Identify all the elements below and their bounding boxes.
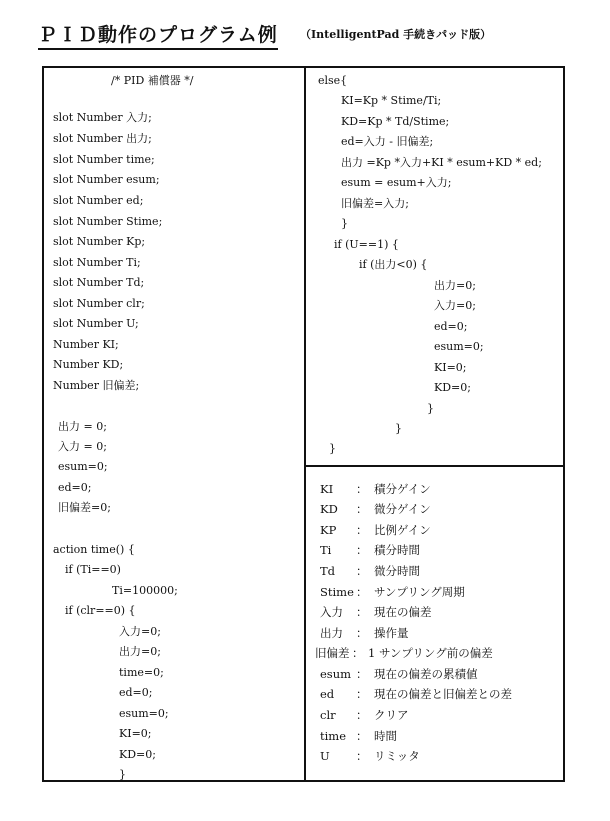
header xyxy=(38,18,598,48)
code-line: if (Ti==0) xyxy=(65,563,121,576)
legend-description: 積分時間 xyxy=(374,543,420,557)
code-line: slot Number U; xyxy=(53,317,139,330)
code-line: 出力=0; xyxy=(119,645,161,658)
code-line: 入力=0; xyxy=(119,625,161,638)
legend-term: Ti xyxy=(320,543,332,557)
legend-colon: ： xyxy=(356,667,368,681)
page-subtitle: （IntelligentPad 手続きパッド版） xyxy=(300,28,492,41)
code-line: KD=Kp * Td/Stime; xyxy=(341,115,450,128)
code-line: Ti=100000; xyxy=(112,584,178,597)
code-line: esum=0; xyxy=(58,460,108,473)
code-line: slot Number Ti; xyxy=(53,256,141,269)
code-line: } xyxy=(341,217,348,230)
code-line: esum=0; xyxy=(434,340,484,353)
code-line: slot Number ed; xyxy=(53,194,144,207)
legend-description: クリア xyxy=(374,708,409,722)
legend-term: ed xyxy=(320,687,335,701)
code-line: 旧偏差=入力; xyxy=(341,197,409,210)
code-line: ed=入力 - 旧偏差; xyxy=(341,135,434,148)
code-line: KI=Kp * Stime/Ti; xyxy=(341,94,442,107)
code-line: 出力=0; xyxy=(434,279,476,292)
legend-colon: ： xyxy=(356,626,368,640)
legend-term: U xyxy=(320,749,330,763)
code-line: 入力=0; xyxy=(434,299,476,312)
legend-description: 微分ゲイン xyxy=(374,502,431,516)
code-line: time=0; xyxy=(119,666,164,679)
legend-colon: ： xyxy=(356,564,368,578)
page-title: ＰＩＤ動作のプログラム例 xyxy=(38,20,278,50)
legend-colon: ： xyxy=(356,729,368,743)
code-line: else{ xyxy=(318,74,348,87)
code-line: 出力 =Kp *入力+KI * esum+KD * ed; xyxy=(341,156,542,169)
legend-divider xyxy=(305,465,565,467)
code-line: esum=0; xyxy=(119,707,169,720)
legend-term: 出力 xyxy=(320,626,343,640)
code-line: Number KI; xyxy=(53,338,119,351)
code-line: slot Number Kp; xyxy=(53,235,146,248)
code-line: if (U==1) { xyxy=(334,238,399,251)
legend-term: esum xyxy=(320,667,352,681)
legend-term: 入力 xyxy=(320,605,343,619)
legend-description: 比例ゲイン xyxy=(374,523,431,537)
legend-description: 現在の偏差 xyxy=(374,605,432,619)
code-line: KI=0; xyxy=(434,361,467,374)
legend-colon: ： xyxy=(356,502,368,516)
legend-term: clr xyxy=(320,708,336,722)
code-line: } xyxy=(395,422,402,435)
code-line: if (出力<0) { xyxy=(359,258,428,271)
code-line: 入力 = 0; xyxy=(58,440,107,453)
code-line: slot Number Stime; xyxy=(53,215,163,228)
code-line: slot Number clr; xyxy=(53,297,145,310)
column-divider xyxy=(304,66,306,782)
code-line: action time() { xyxy=(53,543,135,556)
code-line: Number 旧偏差; xyxy=(53,379,140,392)
legend-term: Td xyxy=(320,564,336,578)
code-line: ed=0; xyxy=(58,481,92,494)
legend-term: time xyxy=(320,729,347,743)
code-line: slot Number 入力; xyxy=(53,111,152,124)
code-line: } xyxy=(427,402,434,415)
legend-colon: ： xyxy=(356,482,368,496)
code-line: 旧偏差=0; xyxy=(58,501,111,514)
code-line: slot Number time; xyxy=(53,153,155,166)
legend-term: KD xyxy=(320,502,338,516)
legend-colon: ： xyxy=(352,646,364,660)
legend-colon: ： xyxy=(356,585,368,599)
legend-description: 操作量 xyxy=(374,626,409,640)
code-line: esum = esum+入力; xyxy=(341,176,452,189)
code-line: Number KD; xyxy=(53,358,124,371)
legend-colon: ： xyxy=(356,749,368,763)
code-line: } xyxy=(329,442,336,455)
legend-description: 時間 xyxy=(374,729,397,743)
code-line: KD=0; xyxy=(434,381,471,394)
legend-term: 旧偏差 xyxy=(315,646,350,660)
legend-term: KI xyxy=(320,482,334,496)
code-line: 出力 = 0; xyxy=(58,420,107,433)
legend-colon: ： xyxy=(356,523,368,537)
code-line: if (clr==0) { xyxy=(65,604,136,617)
legend-description: 現在の偏差の累積値 xyxy=(374,667,478,681)
legend-description: 微分時間 xyxy=(374,564,420,578)
legend-colon: ： xyxy=(356,605,368,619)
legend-colon: ： xyxy=(356,708,368,722)
code-line: ed=0; xyxy=(434,320,468,333)
legend-description: 積分ゲイン xyxy=(374,482,431,496)
legend-term: Stime xyxy=(320,585,354,599)
legend-description: リミッタ xyxy=(374,749,420,763)
legend-colon: ： xyxy=(356,687,368,701)
legend-description: サンプリング周期 xyxy=(374,585,465,599)
code-line: slot Number 出力; xyxy=(53,132,152,145)
legend-description: 1 サンプリング前の偏差 xyxy=(368,646,493,660)
legend-term: KP xyxy=(320,523,337,537)
legend-colon: ： xyxy=(356,543,368,557)
code-line: slot Number Td; xyxy=(53,276,145,289)
legend-description: 現在の偏差と旧偏差との差 xyxy=(374,687,512,701)
code-line: KI=0; xyxy=(119,727,152,740)
code-line: slot Number esum; xyxy=(53,173,160,186)
code-line: } xyxy=(119,768,126,781)
code-line: /* PID 補償器 */ xyxy=(111,74,194,87)
code-line: KD=0; xyxy=(119,748,156,761)
code-line: ed=0; xyxy=(119,686,153,699)
